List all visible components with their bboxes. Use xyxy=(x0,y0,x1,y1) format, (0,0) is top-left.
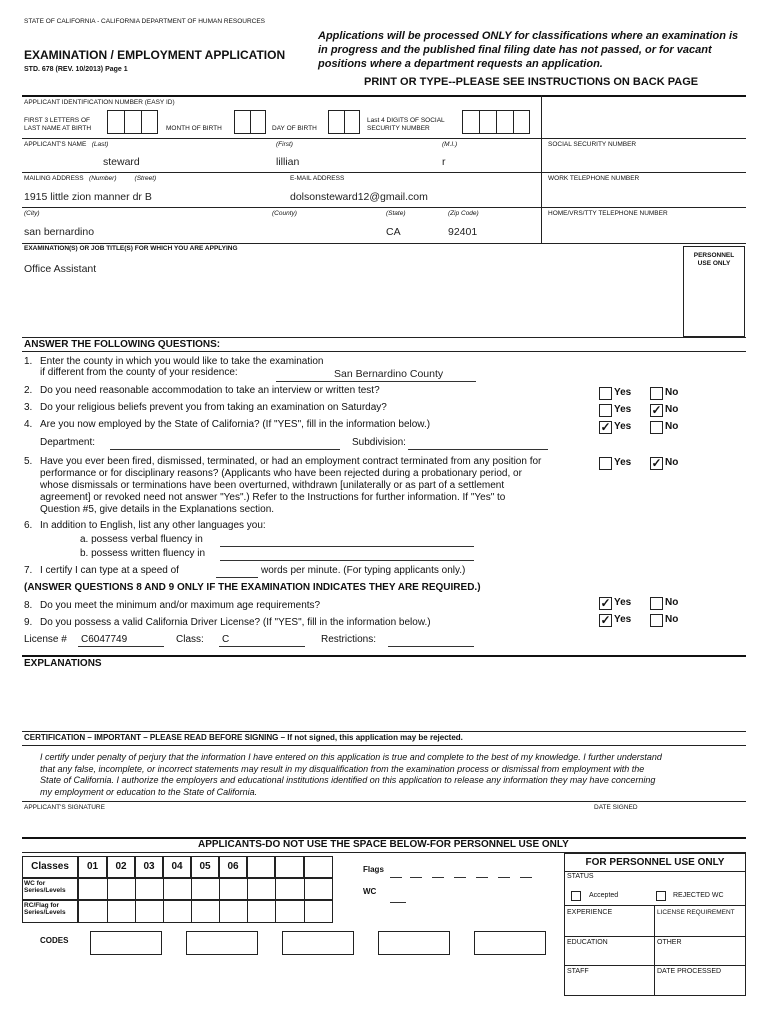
first-name-field[interactable]: lillian xyxy=(276,156,300,168)
street-field[interactable]: 1915 little zion manner dr B xyxy=(24,191,152,203)
checkmark-icon: ✓ xyxy=(600,420,611,434)
q2-yes-label: Yes xyxy=(614,387,632,398)
certification-heading: CERTIFICATION – IMPORTANT – PLEASE READ BEFORE SIGNING – If not signed, this application may be rejected. xyxy=(24,733,463,742)
class-col-06: 06 xyxy=(219,856,247,878)
explanations-heading: EXPLANATIONS xyxy=(24,658,102,669)
q7-text-b: words per minute. (For typing applicants only.) xyxy=(261,565,466,576)
other-label: OTHER xyxy=(657,939,682,946)
typing-speed-field[interactable] xyxy=(216,577,258,578)
class-col-blank-2 xyxy=(275,856,304,878)
first3-input[interactable] xyxy=(107,110,158,134)
panel-title: FOR PERSONNEL USE ONLY xyxy=(585,857,725,868)
q1-text-2: if different from the county of your residence: xyxy=(40,367,238,378)
q5-no-label: No xyxy=(665,457,679,468)
home-phone-label: HOME/VRS/TTY TELEPHONE NUMBER xyxy=(548,210,668,217)
agency-line: STATE OF CALIFORNIA - CALIFORNIA DEPARTMENT OF HUMAN RESOURCES xyxy=(24,18,266,25)
day-input[interactable] xyxy=(328,110,360,134)
q4-number: 4. xyxy=(24,419,33,430)
rc-row-label: RC/Flag for Series/Levels xyxy=(22,900,78,923)
q5-line-5: Question #5, give details in the Explanations section. xyxy=(40,504,275,515)
rc-row[interactable] xyxy=(78,900,333,923)
q1-text: Enter the county in which you would like to take the examination xyxy=(40,356,324,367)
last-name-field[interactable]: steward xyxy=(103,156,140,168)
class-col-blank-1 xyxy=(247,856,275,878)
q8-yes-checkbox[interactable] xyxy=(599,597,612,610)
department-label: Department: xyxy=(40,437,96,448)
date-processed-label: DATE PROCESSED xyxy=(657,968,722,975)
q4-yes-checkbox[interactable] xyxy=(599,421,612,434)
form-number: STD. 678 (REV. 10/2013) Page 1 xyxy=(24,66,128,73)
ssn-label: SOCIAL SECURITY NUMBER xyxy=(548,141,637,148)
q9-text: Do you possess a valid California Driver License? (If "YES", fill in the information below.) xyxy=(40,617,431,628)
class-col-blank-3 xyxy=(304,856,333,878)
q5-yes-label: Yes xyxy=(614,457,632,468)
checkmark-icon: ✓ xyxy=(600,596,611,610)
wc-row-label: WC for Series/Levels xyxy=(22,878,78,900)
q3-no-label: No xyxy=(665,404,679,415)
name-label: APPLICANT'S NAME (Last) xyxy=(24,141,109,148)
checkmark-icon: ✓ xyxy=(651,456,662,470)
city-field[interactable]: san bernardino xyxy=(24,226,95,238)
restrictions-label: Restrictions: xyxy=(321,634,377,645)
q3-number: 3. xyxy=(24,402,33,413)
license-field[interactable]: C6047749 xyxy=(81,634,128,645)
subdivision-label: Subdivision: xyxy=(352,437,406,448)
written-languages-field[interactable] xyxy=(220,560,474,561)
q5-no-checkbox[interactable] xyxy=(650,457,663,470)
wc-row[interactable] xyxy=(78,878,333,900)
q3-no-checkbox[interactable] xyxy=(650,404,663,417)
class-col-05: 05 xyxy=(191,856,219,878)
signature-field[interactable] xyxy=(22,812,562,836)
class-field[interactable]: C xyxy=(222,634,230,645)
county-label: (County) xyxy=(272,210,297,217)
rejected-checkbox[interactable] xyxy=(656,891,666,901)
processing-notice: Applications will be processed ONLY for classifications where an examination is in progress and the published final filing date has not passed, or for vacant positions where a department requests an application. xyxy=(318,30,739,70)
verbal-languages-field[interactable] xyxy=(220,546,474,547)
q2-no-label: No xyxy=(665,387,679,398)
q6-text: In addition to English, list any other languages you: xyxy=(40,520,266,531)
class-col-03: 03 xyxy=(135,856,163,878)
class-col-01: 01 xyxy=(78,856,107,878)
state-label: (State) xyxy=(386,210,406,217)
q9-no-checkbox[interactable] xyxy=(650,614,663,627)
q6a-text: a. possess verbal fluency in xyxy=(80,534,203,545)
easy-id-label: APPLICANT IDENTIFICATION NUMBER (EASY ID) xyxy=(24,99,175,106)
q5-yes-checkbox[interactable] xyxy=(599,457,612,470)
personnel-use-box: PERSONNEL USE ONLY xyxy=(683,246,745,337)
ssn4-label: Last 4 DIGITS OF SOCIAL SECURITY NUMBER xyxy=(367,117,445,132)
q89-note: (ANSWER QUESTIONS 8 AND 9 ONLY IF THE EXAMINATION INDICATES THEY ARE REQUIRED.) xyxy=(24,582,481,593)
checkmark-icon: ✓ xyxy=(600,613,611,627)
date-signed-label: DATE SIGNED xyxy=(594,804,638,811)
wc-label: WC xyxy=(363,887,377,896)
code-box-4[interactable] xyxy=(378,931,450,955)
q4-no-label: No xyxy=(665,421,679,432)
q8-number: 8. xyxy=(24,600,33,611)
code-box-3[interactable] xyxy=(282,931,354,955)
q4-text: Are you now employed by the State of California? (If "YES", fill in the information below.) xyxy=(40,419,431,430)
q3-yes-checkbox[interactable] xyxy=(599,404,612,417)
zip-label: (Zip Code) xyxy=(448,210,479,217)
code-box-2[interactable] xyxy=(186,931,258,955)
accepted-label: Accepted xyxy=(589,892,619,899)
month-input[interactable] xyxy=(234,110,266,134)
q6b-text: b. possess written fluency in xyxy=(80,548,206,559)
class-label: Class: xyxy=(176,634,204,645)
flags-label: Flags xyxy=(363,865,384,874)
license-label: License # xyxy=(24,634,67,645)
class-col-02: 02 xyxy=(107,856,135,878)
exam-titles-field[interactable]: Office Assistant xyxy=(24,263,97,275)
date-signed-field[interactable] xyxy=(592,812,746,836)
q9-yes-checkbox[interactable] xyxy=(599,614,612,627)
q5-line-4: agreement] or revoked need not answer "Yes".) Refer to the Instructions for further information. If "Yes" to xyxy=(40,492,506,503)
mi-label: (M.I.) xyxy=(442,141,458,148)
mi-field[interactable]: r xyxy=(442,156,446,168)
rejected-label: REJECTED WC xyxy=(673,892,724,899)
q2-yes-checkbox[interactable] xyxy=(599,387,612,400)
subdivision-field[interactable] xyxy=(408,449,548,450)
mailing-address-label: MAILING ADDRESS (Number) (Street) xyxy=(24,175,157,182)
day-label: DAY OF BIRTH xyxy=(272,125,317,132)
q2-number: 2. xyxy=(24,385,33,396)
education-label: EDUCATION xyxy=(567,939,608,946)
code-box-1[interactable] xyxy=(90,931,162,955)
city-label: (City) xyxy=(24,210,40,217)
q1-answer[interactable]: San Bernardino County xyxy=(334,368,444,380)
q3-text: Do your religious beliefs prevent you from taking an examination on Saturday? xyxy=(40,402,387,413)
print-instruction: PRINT OR TYPE--PLEASE SEE INSTRUCTIONS ON BACK PAGE xyxy=(364,76,699,88)
q9-number: 9. xyxy=(24,617,33,628)
ssn4-input[interactable] xyxy=(462,110,530,134)
class-col-04: 04 xyxy=(163,856,191,878)
form-title: EXAMINATION / EMPLOYMENT APPLICATION xyxy=(24,48,286,62)
q2-no-checkbox[interactable] xyxy=(650,387,663,400)
codes-label: CODES xyxy=(40,936,69,945)
checkmark-icon: ✓ xyxy=(651,403,662,417)
license-req-label: LICENSE REQUIREMENT xyxy=(657,909,735,916)
work-phone-label: WORK TELEPHONE NUMBER xyxy=(548,175,640,182)
accepted-checkbox[interactable] xyxy=(571,891,581,901)
q5-number: 5. xyxy=(24,456,33,467)
q5-line-3: whose dismissals or terminations have been overturned, withdrawn [unilaterally or as part of a settlement xyxy=(40,480,505,491)
q8-text: Do you meet the minimum and/or maximum age requirements? xyxy=(40,600,321,611)
q8-yes-label: Yes xyxy=(614,597,632,608)
signature-label: APPLICANT'S SIGNATURE xyxy=(24,804,105,811)
q6-number: 6. xyxy=(24,520,33,531)
month-label: MONTH OF BIRTH xyxy=(166,125,222,132)
q1-number: 1. xyxy=(24,356,33,367)
restrictions-field[interactable] xyxy=(388,646,474,647)
exam-titles-label: EXAMINATION(S) OR JOB TITLE(S) FOR WHICH YOU ARE APPLYING xyxy=(24,245,238,252)
personnel-panel xyxy=(564,853,746,996)
q9-no-label: No xyxy=(665,614,679,625)
q9-yes-label: Yes xyxy=(614,614,632,625)
questions-heading: ANSWER THE FOLLOWING QUESTIONS: xyxy=(24,339,221,350)
certification-text: I certify under penalty of perjury that the information I have entered on this application is true and complete to the best of my knowledge. I further understand that any false, incomplete, or incorrect statements may result in my disqualification from the examination process or dismissal from employment with the State of California. I authorize the employers and educational institutions identified on this application to release any information they may have concerning my employment or education to the State of California. xyxy=(40,752,662,797)
q4-no-checkbox[interactable] xyxy=(650,421,663,434)
email-field[interactable]: dolsonsteward12@gmail.com xyxy=(290,191,428,203)
q2-text: Do you need reasonable accommodation to take an interview or written test? xyxy=(40,385,380,396)
first-name-label: (First) xyxy=(276,141,293,148)
q7-number: 7. xyxy=(24,565,33,576)
q5-line-2: performance or for disciplinary reasons? (Applicants who have been rejected during a probationary period, or xyxy=(40,468,522,479)
zip-field[interactable]: 92401 xyxy=(448,226,478,238)
code-box-5[interactable] xyxy=(474,931,546,955)
email-label: E-MAIL ADDRESS xyxy=(290,175,345,182)
first3-label: FIRST 3 LETTERS OF LAST NAME AT BIRTH xyxy=(24,117,92,132)
personnel-banner: APPLICANTS-DO NOT USE THE SPACE BELOW-FOR PERSONNEL USE ONLY xyxy=(198,839,569,850)
department-field[interactable] xyxy=(110,449,340,450)
state-field[interactable]: CA xyxy=(386,226,401,238)
explanations-area[interactable] xyxy=(22,672,746,728)
q5-line-1: Have you ever been fired, dismissed, terminated, or had an employment contract terminated from any position for xyxy=(40,456,542,467)
q8-no-checkbox[interactable] xyxy=(650,597,663,610)
q3-yes-label: Yes xyxy=(614,404,632,415)
status-label: STATUS xyxy=(567,873,594,880)
staff-label: STAFF xyxy=(567,968,589,975)
q8-no-label: No xyxy=(665,597,679,608)
q7-text-a: I certify I can type at a speed of xyxy=(40,565,179,576)
classes-header: Classes xyxy=(22,856,78,878)
q4-yes-label: Yes xyxy=(614,421,632,432)
experience-label: EXPERIENCE xyxy=(567,909,613,916)
